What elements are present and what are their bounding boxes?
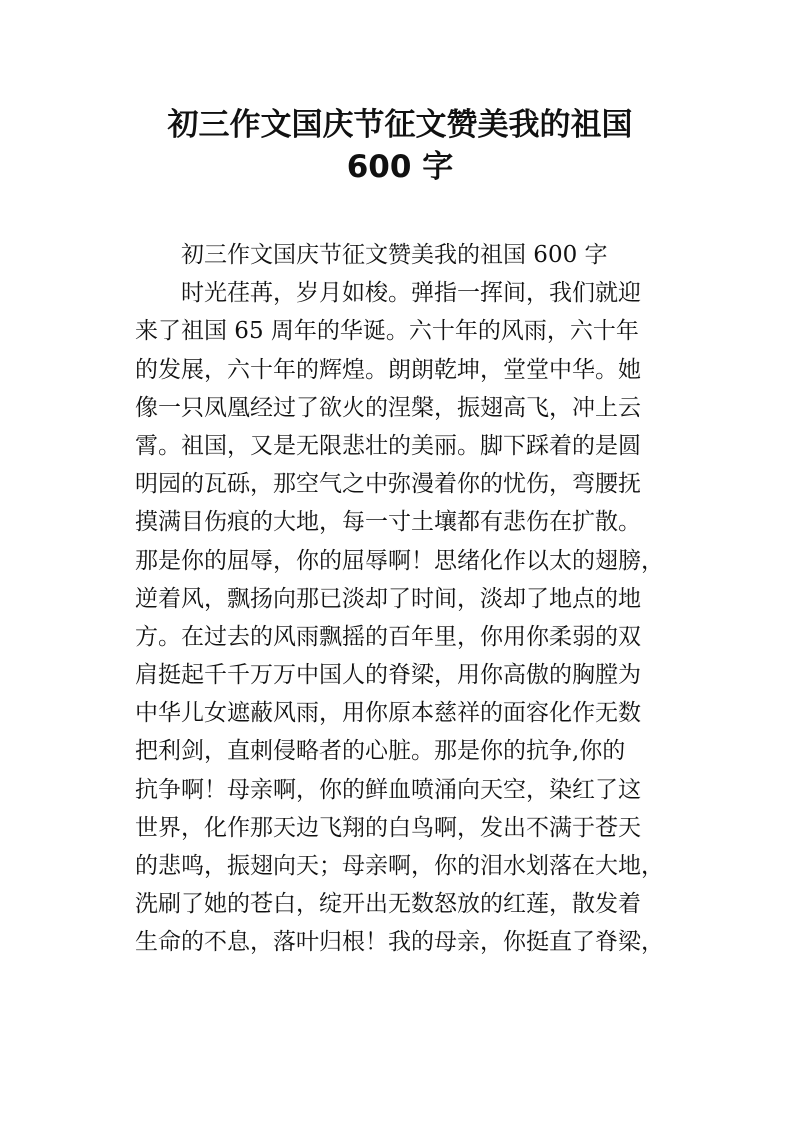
body-line: 世界，化作那天边飞翔的白鸟啊，发出不满于苍天 [135, 814, 641, 841]
body-line: 方。在过去的风雨飘摇的百年里，你用你柔弱的双 [135, 623, 641, 650]
document-title-line-1: 初三作文国庆节征文赞美我的祖国 [167, 107, 633, 143]
body-line: 中华儿女遮蔽风雨，用你原本慈祥的面容化作无数 [135, 700, 641, 727]
body-line: 像一只凤凰经过了欲火的涅槃，振翅高飞，冲上云 [135, 394, 641, 421]
body-line: 肩挺起千千万万中国人的脊梁，用你高傲的胸膛为 [135, 662, 641, 689]
body-line: 来了祖国 65 周年的华诞。六十年的风雨，六十年 [135, 318, 639, 345]
body-line: 抗争啊！母亲啊，你的鲜血喷涌向天空，染红了这 [135, 776, 641, 803]
body-line: 生命的不息，落叶归根！我的母亲，你挺直了脊梁， [135, 929, 664, 956]
body-line: 时光荏苒，岁月如梭。弹指一挥间，我们就迎 [181, 280, 641, 307]
body-line: 初三作文国庆节征文赞美我的祖国 600 字 [181, 242, 608, 268]
body-line: 逆着风，飘扬向那已淡却了时间，淡却了地点的地 [135, 585, 641, 612]
body-line: 明园的瓦砾，那空气之中弥漫着你的忧伤，弯腰抚 [135, 471, 641, 498]
body-line: 摸满目伤痕的大地，每一寸土壤都有悲伤在扩散。 [135, 509, 641, 536]
body-line: 那是你的屈辱，你的屈辱啊！思绪化作以太的翅膀， [135, 547, 664, 574]
body-line: 霄。祖国，又是无限悲壮的美丽。脚下踩着的是圆 [135, 432, 641, 459]
body-line: 洗刷了她的苍白，绽开出无数怒放的红莲，散发着 [135, 891, 641, 918]
body-line: 的发展，六十年的辉煌。朗朗乾坤，堂堂中华。她 [135, 356, 641, 383]
document-body [135, 236, 675, 962]
document-title-line-2: 600 字 [346, 149, 454, 185]
body-line: 的悲鸣，振翅向天；母亲啊，你的泪水划落在大地， [135, 853, 664, 879]
body-line: 把利剑，直刺侵略者的心脏。那是你的抗争,你的 [135, 738, 626, 765]
